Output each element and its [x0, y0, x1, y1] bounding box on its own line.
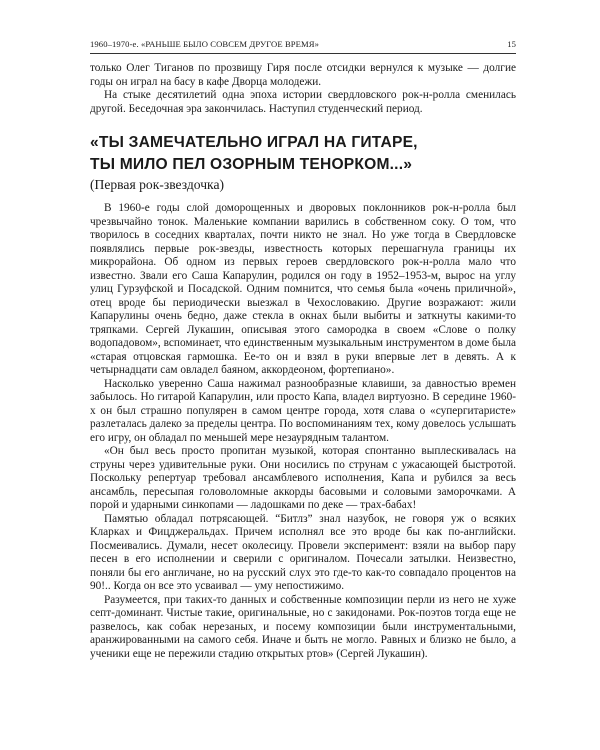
running-title: 1960–1970-е. «РАНЬШЕ БЫЛО СОВСЕМ ДРУГОЕ ВРЕМЯ»	[90, 39, 319, 49]
page-content	[90, 62, 516, 661]
page-number: 15	[507, 39, 516, 49]
intro-paragraph-2: На стыке десятилетий одна эпоха истории свердловского рок-н-ролла сменилась другой. Беседочная эра закончилась. Наступил студенческий период.	[90, 89, 516, 115]
body-paragraph-3: «Он был весь просто пропитан музыкой, которая спонтанно выплескивалась на струны через удивительные руки. Они носились по струнам с ужасающей быстротой. Поскольку репертуар требовал ансамблевого исполнения, Капа и рубился за весь ансамбль, пересыпая головоломные аккорды басовыми и соловыми заморочками. А порой и ударными синкопами — ладошками по деке — трах-бабах!	[90, 445, 516, 511]
body-paragraph-5: Разумеется, при таких-то данных и собственные композиции перли из него не хуже септ-доминант. Чистые такие, оригинальные, но с закидонами. Рок-поэтов тогда еще не развелось, как собак нерезаных, и посему композиции были инструментальными, аранжированными на самого себя. Иначе и быть не могло. Равных и близко не было, а ученики еще не пережили стадию открытых ртов» (Сергей Лукашин).	[90, 593, 516, 660]
intro-paragraph-1: только Олег Тиганов по прозвищу Гиря после отсидки вернулся к музыке — долгие годы он играл на басу в кафе Дворца молодежи.	[90, 62, 516, 88]
section-gap	[90, 116, 516, 132]
section-subtitle: (Первая рок-звездочка)	[90, 177, 225, 192]
body-paragraph-4: Памятью обладал потрясающей. “Битлз” знал назубок, не говоря уж о всяких Кларках и Фицджеральдах. Причем исполнял все это вроде бы как по-английски. Посмеивались. Думали, несет околесицу. Провели эксперимент: взяли на выбор пару песен в его исполнении и сверили с оригиналом. Почесали затылки. Неизвестно, поняли бы его англичане, но на русский слух это где-то как-то совпадало процентов на 90!.. Когда он все это усваивал — уму непостижимо.	[90, 512, 516, 592]
body-paragraph-1: В 1960-е годы слой доморощенных и дворовых поклонников рок-н-ролла был чрезвычайно тонок. Маленькие компании варились в собственном соку. О том, что творилось в соседних кварталах, почти никто не знал. Но уже тогда в Свердловске появлялись первые рок-звезды, известность которых перешагнула границы их микрорайона. Об одном из первых героев свердловского рок-н-ролла мало что известно. Звали его Саша Капарулин, родился он году в 1952–1953-м, вырос на углу улиц Гурзуфской и Посадской. Одним помнится, что семья была «очень приличной», отец вроде бы периодически выезжал в Чехословакию. Другие возражают: жили Капарулины очень бедно, даже стекла в окнах были выбиты и заткнуты какими-то тряпками. Сергей Лукашин, описывая этого самородка в своем «Слове о полку водопадовом», вспоминает, что единственным музыкальным инструментом в доме была «старая отцовская гармошка. Ее-то он и взял в руки впервые лет в девять. А к четырнадцати сам овладел баяном, аккордеоном, фортепиано».	[90, 202, 516, 376]
section-title-line-2: ТЫ МИЛО ПЕЛ ОЗОРНЫМ ТЕНОРКОМ...»	[90, 156, 413, 173]
section-title-line-1: «ТЫ ЗАМЕЧАТЕЛЬНО ИГРАЛ НА ГИТАРЕ,	[90, 134, 418, 151]
body-paragraph-2: Насколько уверенно Саша нажимал разнообразные клавиши, за давностью времен забылось. Но гитарой Капарулин, или просто Капа, владел виртуозно. В середине 1960-х он был страшно популярен в самом центре города, хотя слава о «супергитаристе» разлеталась далеко за пределы центра. По воспоминаниям тех, кому довелось услышать его игру, он обладал по меньшей мере незаурядным талантом.	[90, 377, 516, 444]
running-header	[90, 36, 516, 52]
header-rule	[90, 53, 516, 54]
